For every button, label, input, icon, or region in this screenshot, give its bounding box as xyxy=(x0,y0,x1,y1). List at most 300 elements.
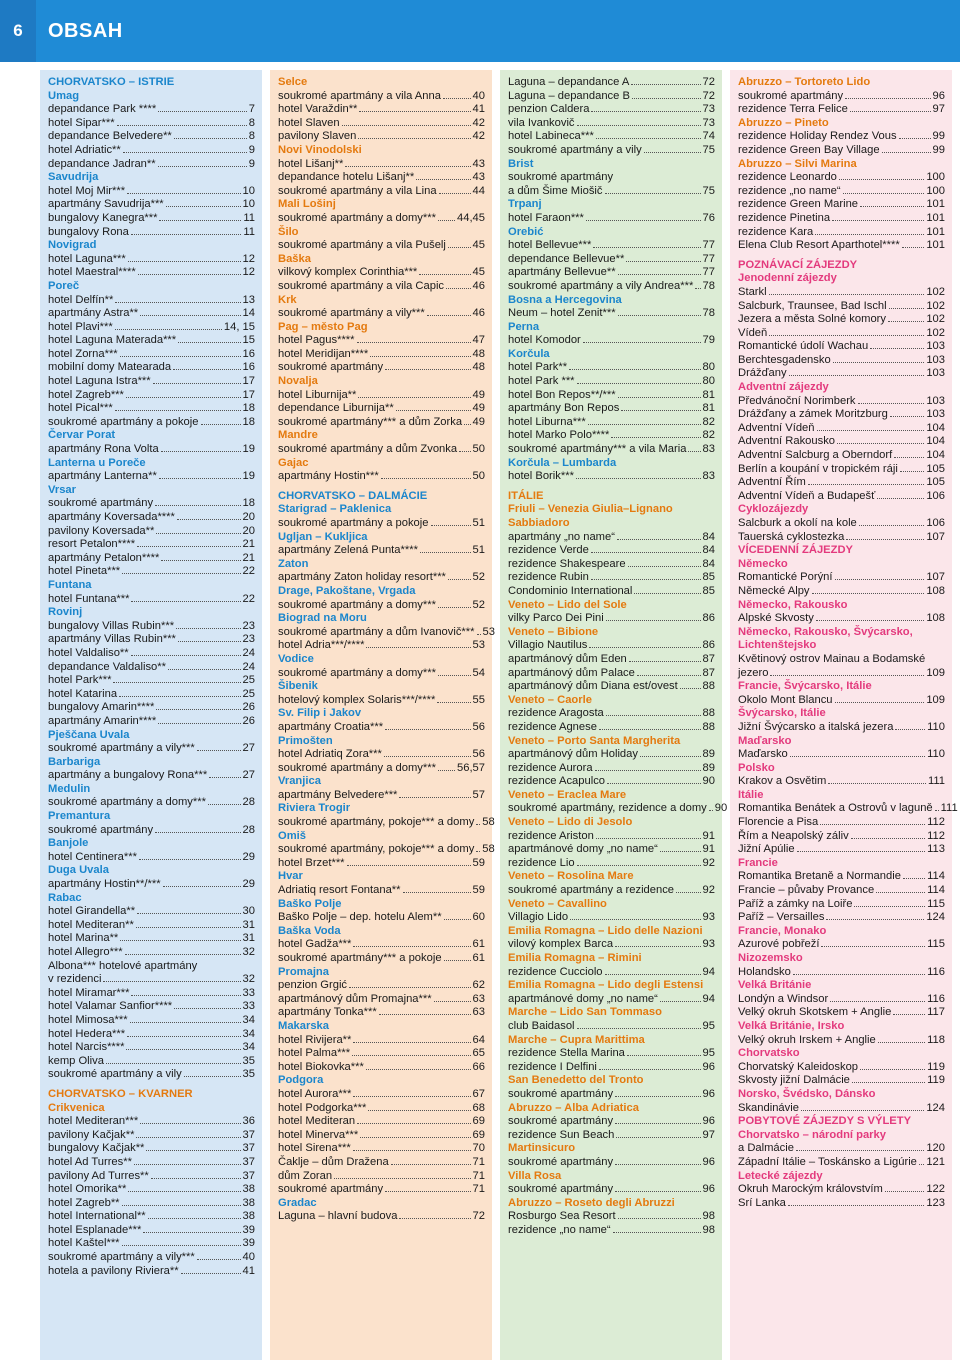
section-heading: Veneto – Eraclea Mare xyxy=(508,788,627,801)
entry-page: 14, 15 xyxy=(223,320,255,333)
dot-leader xyxy=(153,383,241,384)
toc-entry xyxy=(738,911,945,925)
entry-page: 57 xyxy=(472,788,485,801)
dot-leader xyxy=(611,437,700,438)
section-heading: Premantura xyxy=(48,810,111,823)
entry-page: 114 xyxy=(927,884,945,897)
toc-entry xyxy=(278,117,485,131)
dot-leader xyxy=(606,715,701,716)
entry-title: resort Petalon**** xyxy=(48,538,136,551)
toc-entry xyxy=(48,688,255,702)
entry-title: hotel Moj Mir*** xyxy=(48,184,126,197)
entry-title: Berchtesgadensko xyxy=(738,353,831,366)
toc-entry xyxy=(738,1034,945,1048)
entry-title: Jezera a města Solné komory xyxy=(738,313,886,326)
entry-title: soukromé apartmány xyxy=(48,497,154,510)
entry-title: soukromé apartmány a vila Pušelj xyxy=(278,239,446,252)
entry-page: 45 xyxy=(472,266,485,279)
toc-entry xyxy=(278,721,485,735)
section-heading: Sv. Filip i Jakov xyxy=(278,707,362,720)
entry-page: 42 xyxy=(472,116,485,129)
section-heading: Primošten xyxy=(278,734,333,747)
entry-page: 17 xyxy=(242,375,255,388)
section-heading: Maďarsko xyxy=(738,734,792,747)
section-heading: Novi Vinodolski xyxy=(278,143,362,156)
entry-page: 104 xyxy=(926,421,945,434)
entry-page: 77 xyxy=(702,266,715,279)
toc-entry xyxy=(508,544,715,558)
entry-title: dům Zoran xyxy=(278,1169,333,1182)
dot-leader xyxy=(352,1055,470,1056)
entry-title: hotel Maestral**** xyxy=(48,266,136,279)
toc-entry xyxy=(278,762,485,776)
section-heading: Savudrija xyxy=(48,171,99,184)
entry-title: hotel Zorna*** xyxy=(48,347,118,360)
dot-leader xyxy=(615,1164,700,1165)
entry-title: soukromé apartmány a vila Lina xyxy=(278,184,437,197)
dot-leader xyxy=(796,1150,924,1151)
dot-leader xyxy=(106,1063,241,1064)
entry-title: Condominio International xyxy=(508,584,633,597)
dot-leader xyxy=(347,865,471,866)
entry-title: soukromé apartmány a pokoje xyxy=(48,415,199,428)
entry-page: 34 xyxy=(242,1041,255,1054)
entry-title: soukromé apartmány*** a pokoje xyxy=(278,952,442,964)
entry-title: hotela a pavilony Riviera** xyxy=(48,1264,179,1277)
toc-column-4 xyxy=(730,70,958,1360)
entry-page: 82 xyxy=(702,415,715,428)
section-heading: Šibenik xyxy=(278,680,318,693)
section-heading: Friuli – Venezia Giulia–Lignano xyxy=(508,503,673,516)
entry-title: Francie – půvaby Provance xyxy=(738,884,875,897)
dot-leader xyxy=(155,505,240,506)
entry-page: 108 xyxy=(926,584,945,597)
toc-entry xyxy=(738,802,958,816)
toc-entry-text: Albona*** hotelové apartmány xyxy=(48,959,198,972)
entry-page: 103 xyxy=(926,340,945,353)
dot-leader xyxy=(385,1191,470,1192)
dot-leader xyxy=(416,179,470,180)
entry-title: soukromé apartmány a dům Ivanovič*** xyxy=(278,625,475,638)
dot-leader xyxy=(599,1069,701,1070)
entry-title: hotel Adria***/**** xyxy=(278,639,365,652)
entry-title: vilky Parco Dei Pini xyxy=(508,612,604,625)
toc-entry xyxy=(508,857,715,871)
dot-leader xyxy=(688,451,700,452)
dot-leader xyxy=(134,1164,241,1165)
toc-entry xyxy=(508,429,715,443)
entry-title: soukromé apartmány xyxy=(278,1183,384,1196)
entry-page: 74 xyxy=(702,130,715,143)
toc-entry xyxy=(278,348,485,362)
entry-page: 18 xyxy=(242,402,255,415)
entry-page: 62 xyxy=(472,979,485,992)
toc-entry xyxy=(738,395,945,409)
toc-entry xyxy=(738,340,945,354)
entry-page: 17 xyxy=(242,388,255,401)
entry-page: 92 xyxy=(702,884,715,897)
toc-entry xyxy=(738,585,945,599)
entry-title: rezidence „no name“ xyxy=(508,1223,611,1236)
entry-title: hotel Komodor xyxy=(508,334,581,347)
toc-entry xyxy=(48,198,255,212)
dot-leader xyxy=(615,1191,700,1192)
entry-title: soukromé apartmány a vila Anna xyxy=(278,89,441,102)
entry-page: 29 xyxy=(242,850,255,863)
toc-entry xyxy=(508,334,715,348)
entry-page: 106 xyxy=(926,489,945,502)
dot-leader xyxy=(345,166,470,167)
entry-title: soukromé apartmány a rezidence xyxy=(508,884,675,897)
entry-title: hotel Sipar*** xyxy=(48,116,115,129)
entry-page: 39 xyxy=(242,1237,255,1250)
section-heading: Abruzzo – Tortoreto Lido xyxy=(738,76,871,88)
toc-entry xyxy=(508,993,715,1007)
section-heading: POBYTOVÉ ZÁJEZDY S VÝLETY xyxy=(738,1115,912,1128)
entry-page: 53 xyxy=(472,639,485,652)
toc-entry xyxy=(508,1088,715,1102)
toc-entry xyxy=(278,1183,485,1197)
entry-page: 101 xyxy=(926,239,945,252)
toc-entry xyxy=(48,321,255,335)
dot-leader xyxy=(173,369,240,370)
dot-leader xyxy=(177,519,241,520)
dot-leader xyxy=(178,342,240,343)
dot-leader xyxy=(444,960,471,961)
entry-page: 75 xyxy=(702,184,715,197)
dot-leader xyxy=(143,1232,240,1233)
section-heading: Lichtenštejsko xyxy=(738,639,817,652)
entry-title: Skandinávie xyxy=(738,1101,799,1114)
section-heading: Veneto – Bibione xyxy=(508,625,599,638)
entry-page: 78 xyxy=(702,307,715,320)
dot-leader xyxy=(427,315,471,316)
toc-entry xyxy=(278,1006,485,1020)
entry-title: soukromé apartmány xyxy=(508,1155,614,1168)
entry-page: 103 xyxy=(926,367,945,380)
toc-entry xyxy=(738,286,945,300)
entry-page: 60 xyxy=(472,911,485,924)
entry-title: soukromé apartmány a domy*** xyxy=(278,598,436,611)
entry-title: Azurové pobřeží xyxy=(738,938,820,951)
entry-page: 89 xyxy=(702,748,715,761)
toc-entry xyxy=(278,639,485,653)
entry-title: bungalovy Kanegra*** xyxy=(48,211,158,224)
dot-leader xyxy=(640,756,701,757)
section-heading: Emilia Romagna – Lido degli Estensi xyxy=(508,979,704,992)
dot-leader xyxy=(676,892,701,893)
toc-entry xyxy=(738,367,945,381)
section-heading: Pješčana Uvala xyxy=(48,728,130,741)
dot-leader xyxy=(577,865,701,866)
toc-entry xyxy=(508,1115,715,1129)
entry-page: 52 xyxy=(472,598,485,611)
toc-entry xyxy=(278,1061,485,1075)
entry-page: 19 xyxy=(242,470,255,483)
entry-title: rezidence Leonardo xyxy=(738,171,837,184)
toc-entry xyxy=(738,171,945,185)
entry-title: hotel Zagreb** xyxy=(48,1196,120,1209)
toc-entry xyxy=(278,789,485,803)
dot-leader xyxy=(381,478,471,479)
entry-page: 71 xyxy=(472,1155,485,1168)
dot-leader xyxy=(769,335,924,336)
dot-leader xyxy=(591,552,701,553)
entry-title: Velký okruh Skotskem + Anglie xyxy=(738,1006,892,1019)
section-heading: Veneto – Cavallino xyxy=(508,897,607,910)
entry-title: Čaklje – dům Dražena xyxy=(278,1155,389,1168)
entry-page: 96 xyxy=(932,89,945,102)
section-heading: Chorvatsko – národní parky xyxy=(738,1128,886,1141)
toc-entry xyxy=(48,375,255,389)
dot-leader xyxy=(616,1137,700,1138)
entry-title: apartmánový dům Diana est/ovest xyxy=(508,680,678,693)
entry-page: 96 xyxy=(702,1087,715,1100)
entry-page: 112 xyxy=(927,816,945,829)
toc-entry xyxy=(508,185,715,199)
entry-title: bungalovy Kačjak** xyxy=(48,1142,145,1155)
entry-page: 88 xyxy=(702,720,715,733)
dot-leader xyxy=(833,362,925,363)
entry-page: 110 xyxy=(927,720,945,733)
dot-leader xyxy=(902,247,925,248)
dot-leader xyxy=(631,84,700,85)
entry-page: 94 xyxy=(702,965,715,978)
entry-page: 37 xyxy=(242,1155,255,1168)
entry-page: 66 xyxy=(472,1060,485,1073)
section-heading: CHORVATSKO – DALMÁCIE xyxy=(278,489,428,502)
dot-leader xyxy=(138,274,241,275)
dot-leader xyxy=(605,193,701,194)
toc-entry xyxy=(48,497,255,511)
toc-entry xyxy=(278,280,485,294)
dot-leader xyxy=(476,824,480,825)
dot-leader xyxy=(438,607,471,608)
entry-page: 97 xyxy=(932,103,945,116)
entry-page: 61 xyxy=(472,952,485,964)
entry-title: dependance Bellevue** xyxy=(508,252,625,265)
toc-entry xyxy=(738,300,945,314)
entry-title: soukromé apartmány xyxy=(278,361,384,374)
entry-page: 42 xyxy=(472,130,485,143)
toc-entry xyxy=(738,898,945,912)
dot-leader xyxy=(895,729,925,730)
entry-page: 89 xyxy=(702,761,715,774)
entry-title: rezidence Kara xyxy=(738,225,814,238)
toc-entry xyxy=(278,1102,485,1116)
entry-title: soukromé apartmány xyxy=(508,1087,614,1100)
toc-entry xyxy=(508,585,715,599)
toc-entry xyxy=(48,620,255,634)
entry-page: 34 xyxy=(242,1027,255,1040)
entry-page: 93 xyxy=(702,938,715,951)
dot-leader xyxy=(448,579,471,580)
entry-page: 69 xyxy=(472,1128,485,1141)
entry-title: Villagio Nautilus xyxy=(508,639,588,652)
entry-page: 85 xyxy=(702,584,715,597)
dot-leader xyxy=(181,1273,241,1274)
entry-page: 80 xyxy=(702,375,715,388)
entry-title: hotel Omorika** xyxy=(48,1183,127,1196)
dot-leader xyxy=(159,478,241,479)
section-heading: Krk xyxy=(278,293,297,306)
entry-page: 109 xyxy=(926,666,945,679)
dot-leader xyxy=(174,1008,240,1009)
entry-page: 37 xyxy=(242,1128,255,1141)
section-heading: Veneto – Caorle xyxy=(508,693,592,706)
entry-title: Salcburk, Traunsee, Bad Ischl xyxy=(738,299,887,312)
dot-leader xyxy=(888,321,924,322)
toc-entry xyxy=(278,239,485,253)
toc-entry xyxy=(48,1170,255,1184)
toc-entry xyxy=(48,674,255,688)
entry-page: 23 xyxy=(242,633,255,646)
entry-title: Jižní Švýcarsko a italská jezera xyxy=(738,720,894,733)
entry-title: bungalovy Villas Rubin*** xyxy=(48,619,175,632)
entry-page: 35 xyxy=(242,1068,255,1081)
page-title: OBSAH xyxy=(48,19,123,42)
dot-leader xyxy=(446,288,471,289)
toc-entry xyxy=(508,1156,715,1170)
entry-page: 119 xyxy=(927,1060,945,1073)
dot-leader xyxy=(859,525,925,526)
dot-leader xyxy=(120,356,241,357)
entry-title: Adventní Vídeň a Budapešť xyxy=(738,489,876,502)
toc-entry xyxy=(278,334,485,348)
toc-entry xyxy=(738,1156,945,1170)
dot-leader xyxy=(158,166,247,167)
toc-entry xyxy=(48,742,255,756)
entry-title: vilkový komplex Corinthia*** xyxy=(278,266,418,279)
section-heading: Ugljan – Kukljica xyxy=(278,530,368,543)
entry-title: hotel Lišanj** xyxy=(278,157,344,170)
dot-leader xyxy=(596,138,701,139)
entry-page: 120 xyxy=(926,1142,945,1155)
toc-entry xyxy=(48,1028,255,1042)
dot-leader xyxy=(178,641,241,642)
toc-entry xyxy=(278,625,495,640)
entry-title: hotel Liburnija** xyxy=(278,388,357,401)
entry-page: 115 xyxy=(927,897,945,910)
dot-leader xyxy=(357,342,471,343)
dot-leader xyxy=(168,669,241,670)
entry-title: apartmány Zelená Punta**** xyxy=(278,544,418,557)
entry-page: 93 xyxy=(702,911,715,924)
section-heading: Jenodenní zájezdy xyxy=(738,272,837,285)
toc-entry xyxy=(738,884,945,898)
toc-entry xyxy=(48,647,255,661)
entry-page: 34 xyxy=(242,1013,255,1026)
entry-title: soukromé apartmány xyxy=(738,89,844,102)
entry-page: 73 xyxy=(702,116,715,129)
toc-entry xyxy=(738,830,945,844)
section-heading: Vranjica xyxy=(278,775,321,788)
entry-page: 61 xyxy=(472,938,485,951)
entry-title: hotel Adriatiq Zora*** xyxy=(278,748,382,761)
entry-title: hotel Faraon*** xyxy=(508,211,584,224)
toc-entry xyxy=(738,694,945,708)
entry-title: apartmány Tonka*** xyxy=(278,1006,377,1019)
entry-title: Okruh Marockým královstvím xyxy=(738,1183,883,1196)
entry-title: Adventní Salcburg a Oberndorf xyxy=(738,449,893,462)
entry-title: soukromé apartmány, pokoje*** a domy xyxy=(278,843,475,856)
section-heading: Norsko, Švédsko, Dánsko xyxy=(738,1087,876,1100)
toc-entry xyxy=(278,171,485,185)
dot-leader xyxy=(606,620,701,621)
toc-entry xyxy=(48,1014,255,1028)
dot-leader xyxy=(815,234,924,235)
entry-page: 49 xyxy=(472,415,485,428)
entry-page: 107 xyxy=(926,530,945,543)
dot-leader xyxy=(161,451,241,452)
dot-leader xyxy=(359,111,470,112)
section-heading: Drage, Pakoštane, Vrgada xyxy=(278,584,416,597)
dot-leader xyxy=(459,451,470,452)
section-heading: San Benedetto del Tronto xyxy=(508,1074,644,1087)
toc-entry xyxy=(48,144,255,158)
toc-entry xyxy=(48,158,255,172)
toc-column-1 xyxy=(40,70,262,1360)
toc-entry xyxy=(738,517,945,531)
section-heading: Veneto – Lido del Sole xyxy=(508,598,627,611)
toc-entry xyxy=(48,796,255,810)
toc-entry xyxy=(508,443,715,457)
entry-title: pavilony Kačjak** xyxy=(48,1128,135,1141)
entry-page: 24 xyxy=(242,646,255,659)
toc-entry xyxy=(508,531,715,545)
dot-leader xyxy=(342,125,471,126)
entry-page: 124 xyxy=(926,911,945,924)
dot-leader xyxy=(632,98,701,99)
entry-title: rezidence Cucciolo xyxy=(508,965,603,978)
entry-title: hotel Podgorka*** xyxy=(278,1101,367,1114)
toc-entry xyxy=(278,212,485,226)
entry-page: 43 xyxy=(472,171,485,184)
dot-leader xyxy=(583,342,701,343)
toc-entry xyxy=(738,226,945,240)
toc-entry xyxy=(508,280,715,294)
toc-entry xyxy=(278,1210,485,1224)
entry-page: 8 xyxy=(248,116,255,129)
entry-title: Předvánoční Norimberk xyxy=(738,394,856,407)
entry-page: 8 xyxy=(248,130,255,143)
toc-entry xyxy=(738,354,945,368)
entry-page: 78 xyxy=(702,279,715,292)
toc-entry xyxy=(278,1115,485,1129)
entry-page: 67 xyxy=(472,1087,485,1100)
dot-leader xyxy=(808,484,925,485)
toc-entry xyxy=(48,1251,255,1265)
section-heading: Německo, Rakousko, Švýcarsko, xyxy=(738,625,913,638)
toc-entry xyxy=(48,130,255,144)
entry-page: 68 xyxy=(472,1101,485,1114)
entry-page: 76 xyxy=(702,211,715,224)
toc-entry xyxy=(508,1210,715,1224)
entry-page: 11 xyxy=(243,225,255,238)
toc-entry-text: soukromé apartmány xyxy=(508,171,614,184)
toc-entry xyxy=(48,1041,255,1055)
entry-title: hotel Meridijan**** xyxy=(278,347,369,360)
entry-title: soukromé apartmány xyxy=(508,1115,614,1128)
section-heading: Funtana xyxy=(48,578,92,591)
entry-page: 91 xyxy=(702,829,715,842)
toc-entry xyxy=(48,1265,255,1279)
dot-leader xyxy=(155,832,240,833)
entry-page: 75 xyxy=(702,143,715,156)
toc-entry xyxy=(738,103,945,117)
dot-leader xyxy=(119,696,241,697)
toc-entry xyxy=(48,1197,255,1211)
